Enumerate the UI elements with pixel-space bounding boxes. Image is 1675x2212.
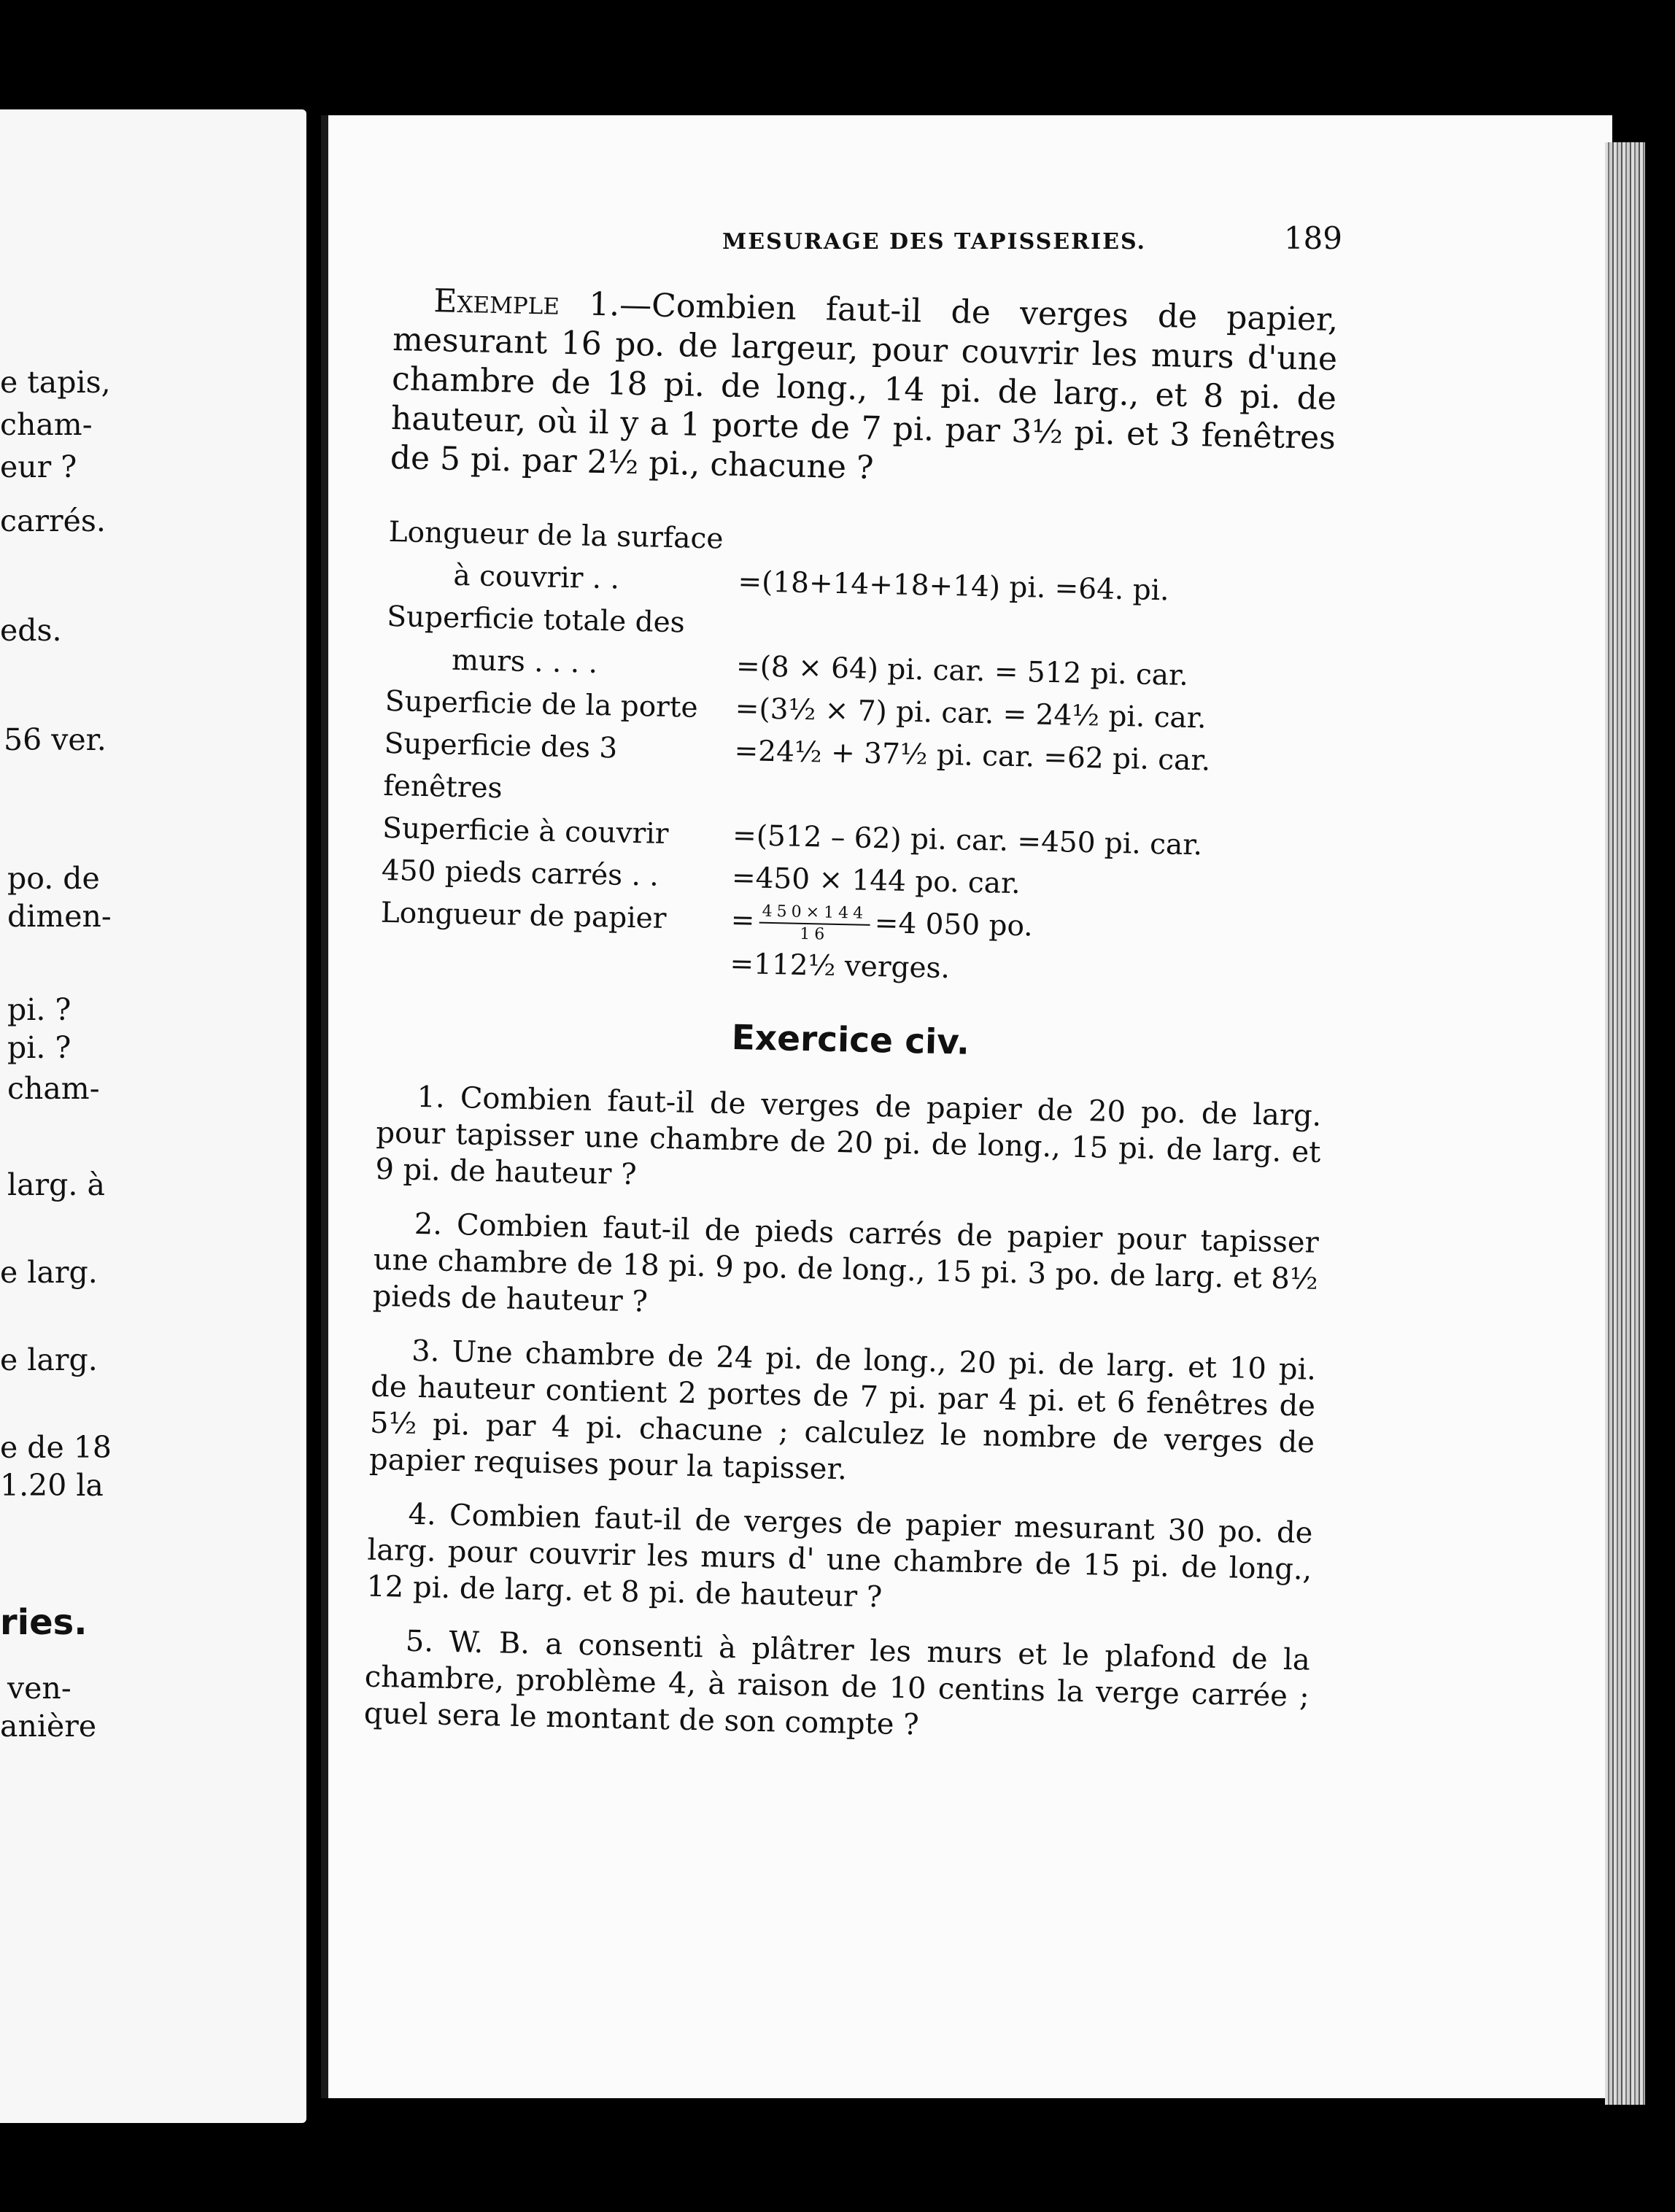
problem-text: Une chambre de 24 pi. de long., 20 pi. de larg. et 10 pi. de hauteur contient 2 portes de 7 pi. par 4 pi. et 6 fenêtres de 5½ pi. par 4 pi. chacune ; calculez le nombre de verges de papier requises pour la tapisser.: [368, 1334, 1317, 1487]
left-fragment: 56 ver.: [4, 722, 107, 757]
calc-label: Longueur de la surface: [388, 515, 724, 556]
left-fragment: pi. ?: [7, 1030, 71, 1065]
left-fragment: larg. à: [7, 1167, 105, 1202]
page-header: [394, 220, 1342, 256]
calc-value: =450 × 144 po. car.: [731, 861, 1021, 901]
calc-value: =24½ + 37½ pi. car. =62 pi. car.: [734, 734, 1211, 778]
problem-number: 3.: [411, 1334, 440, 1369]
calc-label: [379, 936, 730, 986]
calc-value: =4 050 po.: [874, 906, 1034, 943]
left-fragment: eur ?: [0, 449, 77, 484]
left-fragment: anière: [0, 1709, 97, 1744]
left-fragment: e larg.: [0, 1342, 98, 1377]
left-fragment: carrés.: [0, 503, 106, 538]
problem-number: 2.: [414, 1207, 443, 1242]
exercise-problem: [366, 1496, 1313, 1625]
problem-number: 4.: [408, 1497, 437, 1532]
running-head: MESURAGE DES TAPISSERIES.: [722, 229, 1146, 255]
problem-text: Combien faut-il de verges de papier de 20 po. de larg. pour tapisser une chambre de 20 pi. de long., 15 pi. de larg. et 9 pi. de hauteur ?: [375, 1081, 1322, 1192]
example-paragraph: [390, 281, 1338, 498]
calc-label: murs . . . .: [451, 643, 598, 680]
problem-number: 1.: [417, 1080, 446, 1115]
left-fragment: e de 18: [0, 1430, 112, 1465]
exercise-problem: [375, 1078, 1322, 1207]
calc-label: Superficie des 3 fenêtres: [383, 727, 618, 805]
fraction-numerator: 450×144: [759, 902, 870, 926]
page-content: [363, 281, 1339, 1769]
exercise-problem: [369, 1332, 1317, 1498]
calc-label: à couvrir . .: [453, 559, 620, 596]
fraction: [759, 902, 871, 946]
left-fragment: ries.: [0, 1602, 88, 1643]
problem-number: 5.: [405, 1624, 434, 1659]
exercise-problem: [363, 1623, 1310, 1752]
calculation-block: [379, 511, 1293, 997]
page-edges: [1605, 142, 1645, 2105]
left-fragment: 1.20 la: [0, 1468, 104, 1503]
calc-value: =(512 – 62) pi. car. =450 pi. car.: [732, 819, 1203, 862]
left-fragment: cham-: [0, 407, 93, 442]
left-fragment: pi. ?: [7, 992, 71, 1027]
calc-value-fraction: = $\frac{450\times 144}{16}$ =4 050 po.: [730, 900, 1285, 955]
calc-value: =(8 × 64) pi. car. = 512 pi. car.: [735, 649, 1189, 692]
calc-value: =(18+14+18+14) pi. =64. pi.: [737, 565, 1170, 608]
calc-label: Superficie de la porte: [384, 684, 699, 724]
exercise-problem: [372, 1205, 1319, 1334]
left-page: [0, 109, 306, 2123]
calc-label: Superficie à couvrir: [382, 811, 669, 851]
exercise-title: Exercice civ.: [731, 1017, 970, 1063]
left-fragment: e tapis,: [0, 365, 111, 400]
problem-text: Combien faut-il de pieds carrés de papier pour tapisser une chambre de 18 pi. 9 po. de long., 15 pi. 3 po. de larg. et 8½ pieds de hauteur ?: [372, 1208, 1320, 1319]
left-fragment: cham-: [7, 1071, 100, 1106]
calc-label: Superficie totale des: [386, 600, 686, 640]
example-label: Exemple 1.: [433, 282, 620, 324]
calc-label: Longueur de papier: [380, 896, 667, 936]
problem-text: W. B. a consenti à plâtrer les murs et le plafond de la chambre, problème 4, à raison de 10 centins la verge carrée ; quel sera le montant de son compte ?: [363, 1625, 1311, 1742]
calc-value: =(3½ × 7) pi. car. = 24½ pi. car.: [735, 692, 1207, 735]
left-fragment: ven-: [7, 1671, 71, 1706]
problem-text: Combien faut-il de verges de papier mesurant 30 po. de larg. pour couvrir les murs d' une chambre de 15 pi. de long., 12 pi. de larg. et 8 pi. de hauteur ?: [366, 1498, 1313, 1614]
left-fragment: eds.: [0, 613, 62, 648]
fraction-denominator: 16: [800, 924, 829, 944]
example-text: —Combien faut-il de verges de papier, mesurant 16 po. de largeur, pour couvrir les murs d'une chambre de 18 pi. de long., 14 pi. de larg., et 8 pi. de hauteur, où il y a 1 porte de 7 pi. par 3½ pi. et 3 fenêtres de 5 pi. par 2½ pi., chacune ?: [390, 286, 1339, 487]
left-fragment: dimen-: [7, 899, 112, 934]
left-fragment: e larg.: [0, 1255, 98, 1290]
page-number: 189: [1283, 220, 1342, 256]
left-fragment: po. de: [7, 861, 100, 896]
calc-label: 450 pieds carrés . .: [381, 854, 659, 893]
calc-value: =112½ verges.: [730, 947, 951, 986]
